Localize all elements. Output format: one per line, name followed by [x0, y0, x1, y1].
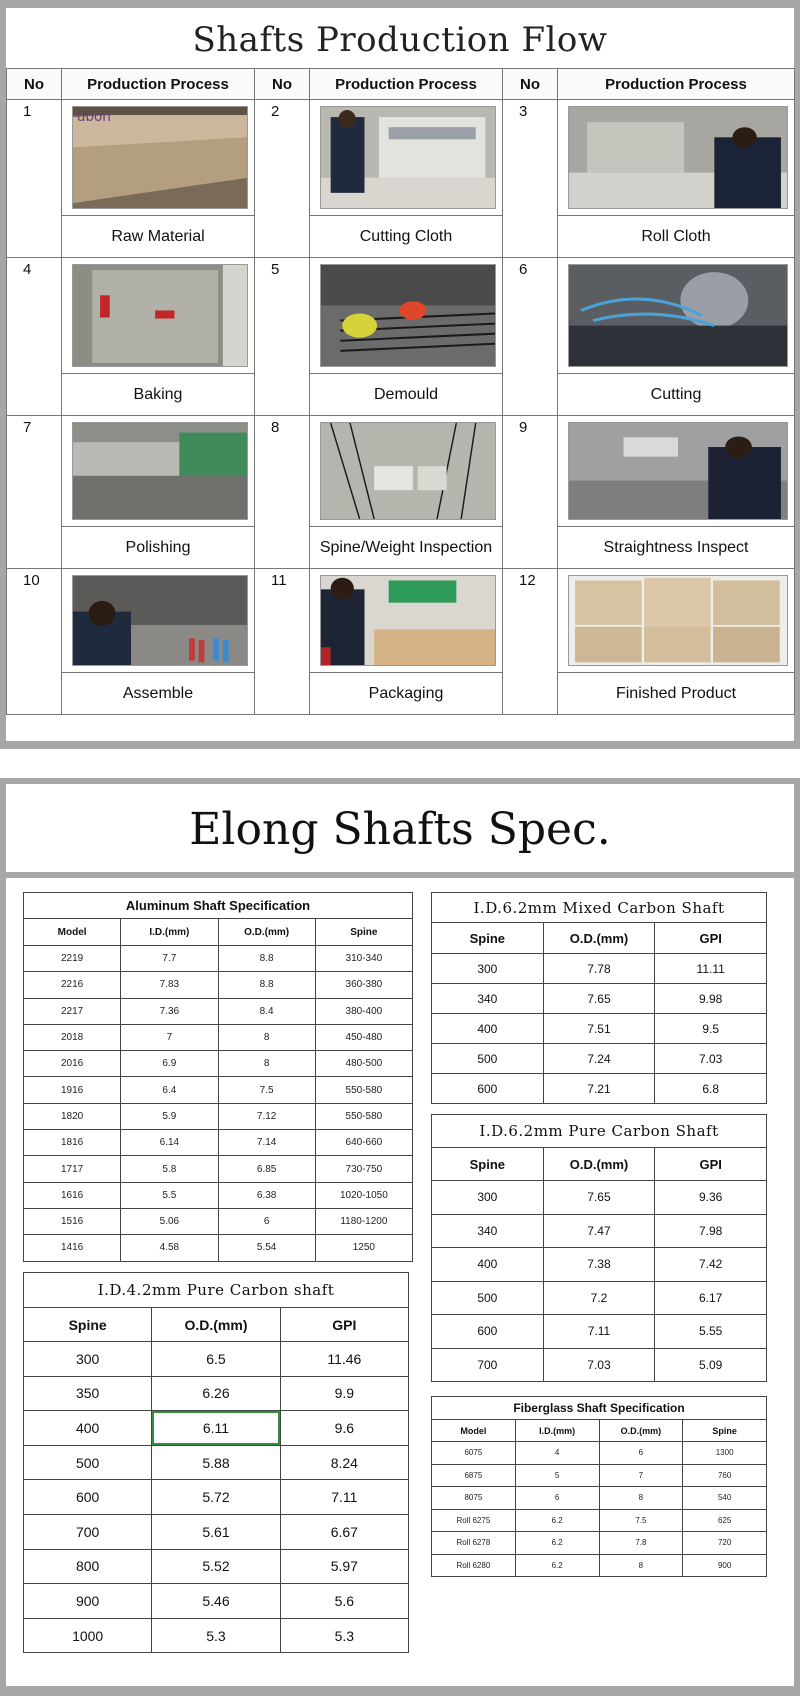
table-cell: 5.54	[218, 1235, 315, 1261]
flow-header-row	[7, 69, 795, 100]
table-cell: 5.52	[152, 1549, 280, 1584]
table-cell: 550-580	[315, 1103, 412, 1129]
table-row	[432, 1248, 767, 1282]
table-cell: 7.12	[218, 1103, 315, 1129]
demould-photo	[320, 264, 496, 367]
table-cell: 1616	[24, 1182, 121, 1208]
flow-row	[7, 569, 795, 673]
table-row	[432, 1214, 767, 1248]
table-cell: 4.58	[121, 1235, 218, 1261]
table-row	[432, 1281, 767, 1315]
table-cell: 6.8	[655, 1074, 767, 1104]
table-cell: 7.98	[655, 1214, 767, 1248]
table-cell: 7.8	[599, 1532, 683, 1555]
table-row	[432, 984, 767, 1014]
column-header: GPI	[280, 1308, 408, 1342]
table-cell: 1916	[24, 1077, 121, 1103]
flow-label-row	[7, 374, 795, 416]
table-cell: 7.38	[543, 1248, 655, 1282]
baking-photo	[72, 264, 248, 367]
table-row	[432, 1044, 767, 1074]
table-cell: 550-580	[315, 1077, 412, 1103]
column-header: I.D.(mm)	[515, 1420, 599, 1442]
table-cell: 5.97	[280, 1549, 408, 1584]
table-cell: 9.9	[280, 1376, 408, 1411]
table-cell: 900	[683, 1554, 767, 1577]
column-header: Spine	[432, 923, 544, 954]
production-flow-section	[0, 0, 800, 749]
table-cell: 700	[24, 1514, 152, 1549]
table-cell: 340	[432, 984, 544, 1014]
table-cell: 700	[432, 1348, 544, 1382]
table-cell: 310-340	[315, 946, 412, 972]
table-cell: 8	[218, 1024, 315, 1050]
table-cell: 5	[515, 1464, 599, 1487]
column-header: O.D.(mm)	[543, 923, 655, 954]
table-cell: 7.78	[543, 954, 655, 984]
table-cell: 5.72	[152, 1480, 280, 1515]
box-logo-text: ubon	[76, 108, 111, 126]
shafts-spec-section	[0, 778, 800, 1696]
step-label: Straightness Inspect	[558, 527, 795, 569]
step-label: Polishing	[62, 527, 255, 569]
table-cell: 2018	[24, 1024, 121, 1050]
step-photo-cell	[558, 569, 795, 673]
table-cell: 7.7	[121, 946, 218, 972]
table-cell: 2016	[24, 1051, 121, 1077]
step-number: 8	[255, 416, 310, 569]
column-header: O.D.(mm)	[599, 1420, 683, 1442]
table-cell: 5.3	[152, 1618, 280, 1653]
cutting-cloth-photo	[320, 106, 496, 209]
table-cell: 380-400	[315, 998, 412, 1024]
table-cell: 1516	[24, 1208, 121, 1234]
step-photo-cell	[62, 100, 255, 216]
step-label: Baking	[62, 374, 255, 416]
table-cell: 7.11	[543, 1315, 655, 1349]
production-flow-title: Shafts Production Flow	[192, 20, 608, 60]
table-row	[432, 1509, 767, 1532]
table-cell: 8.24	[280, 1445, 408, 1480]
column-header: GPI	[655, 923, 767, 954]
table-cell: 6.85	[218, 1156, 315, 1182]
table-cell: 5.8	[121, 1156, 218, 1182]
table-row	[24, 1235, 413, 1261]
flow-label-row	[7, 673, 795, 715]
table-cell: 600	[24, 1480, 152, 1515]
step-number: 7	[7, 416, 62, 569]
table-cell: 7.03	[655, 1044, 767, 1074]
table-cell: 1020-1050	[315, 1182, 412, 1208]
table-row	[432, 1014, 767, 1044]
finished-product-photo	[568, 575, 788, 666]
flow-header-no: No	[7, 69, 62, 100]
table-cell: 7.47	[543, 1214, 655, 1248]
aluminum-spec-table	[23, 892, 413, 1262]
table-row	[24, 1342, 409, 1377]
step-number: 12	[503, 569, 558, 715]
flow-header-no: No	[255, 69, 310, 100]
production-flow-table	[6, 68, 795, 715]
fiberglass-spec-table	[431, 1396, 767, 1577]
table-cell: 600	[432, 1074, 544, 1104]
table-cell: 6.2	[515, 1509, 599, 1532]
column-header: Spine	[315, 919, 412, 946]
table-cell: 7.65	[543, 1181, 655, 1215]
step-photo-cell	[310, 416, 503, 527]
table-cell: 8.8	[218, 946, 315, 972]
table-cell: 1180-1200	[315, 1208, 412, 1234]
table-cell: 6.14	[121, 1130, 218, 1156]
table-row	[432, 1487, 767, 1510]
step-photo-cell	[62, 569, 255, 673]
table-cell: Roll 6280	[432, 1554, 516, 1577]
spec-title: Elong Shafts Spec.	[189, 804, 611, 855]
flow-row	[7, 258, 795, 374]
table-cell: 6875	[432, 1464, 516, 1487]
table-cell: 400	[24, 1411, 152, 1446]
table-cell: 2216	[24, 972, 121, 998]
step-photo-cell	[558, 100, 795, 216]
raw-material-photo	[72, 106, 248, 209]
table-row	[24, 946, 413, 972]
table-row	[432, 1315, 767, 1349]
table-cell: 360-380	[315, 972, 412, 998]
table-cell: 6.17	[655, 1281, 767, 1315]
column-header: Model	[24, 919, 121, 946]
table-cell: 5.9	[121, 1103, 218, 1129]
table-row	[432, 1532, 767, 1555]
table-cell: 6	[599, 1442, 683, 1465]
table-cell: 7.21	[543, 1074, 655, 1104]
table-cell: 600	[432, 1315, 544, 1349]
table-cell: 640-660	[315, 1130, 412, 1156]
table-cell: 7.51	[543, 1014, 655, 1044]
step-photo-cell	[558, 416, 795, 527]
table-cell: 300	[24, 1342, 152, 1377]
straightness-photo	[568, 422, 788, 520]
table-cell: 7.03	[543, 1348, 655, 1382]
table-header-row	[24, 919, 413, 946]
table-row	[432, 1554, 767, 1577]
table-cell: 2217	[24, 998, 121, 1024]
table-cell: 7.5	[218, 1077, 315, 1103]
table-row	[432, 1348, 767, 1382]
flow-header-process: Production Process	[558, 69, 795, 100]
column-header: Spine	[432, 1148, 544, 1181]
fiberglass-spec-title: Fiberglass Shaft Specification	[431, 1396, 767, 1419]
table-cell: 9.6	[280, 1411, 408, 1446]
table-row	[24, 1376, 409, 1411]
table-cell: 8.4	[218, 998, 315, 1024]
column-header: I.D.(mm)	[121, 919, 218, 946]
table-cell: 450-480	[315, 1024, 412, 1050]
table-header-row	[432, 1148, 767, 1181]
table-row	[24, 1480, 409, 1515]
step-number: 11	[255, 569, 310, 715]
step-label: Raw Material	[62, 216, 255, 258]
table-cell: 1300	[683, 1442, 767, 1465]
table-row	[24, 1103, 413, 1129]
table-cell: 8075	[432, 1487, 516, 1510]
table-cell: 11.11	[655, 954, 767, 984]
step-photo-cell	[62, 258, 255, 374]
table-cell: 720	[683, 1532, 767, 1555]
step-number: 5	[255, 258, 310, 416]
table-cell: 5.88	[152, 1445, 280, 1480]
table-cell: 5.55	[655, 1315, 767, 1349]
table-cell: 900	[24, 1584, 152, 1619]
table-cell: 9.5	[655, 1014, 767, 1044]
spine-weight-photo	[320, 422, 496, 520]
table-cell: 500	[432, 1044, 544, 1074]
table-row	[432, 1442, 767, 1465]
step-number: 9	[503, 416, 558, 569]
table-cell: 7.5	[599, 1509, 683, 1532]
step-label: Roll Cloth	[558, 216, 795, 258]
table-row	[24, 1156, 413, 1182]
table-row	[24, 1024, 413, 1050]
table-cell: 5.5	[121, 1182, 218, 1208]
table-cell: 7.36	[121, 998, 218, 1024]
step-label: Spine/Weight Inspection	[310, 527, 503, 569]
table-cell: 6.2	[515, 1554, 599, 1577]
table-cell: 300	[432, 954, 544, 984]
table-cell: 7.24	[543, 1044, 655, 1074]
pure-carbon-4-2-title: I.D.4.2mm Pure Carbon shaft	[23, 1272, 409, 1307]
table-row	[24, 1618, 409, 1653]
table-cell: 480-500	[315, 1051, 412, 1077]
step-photo-cell	[310, 569, 503, 673]
table-row	[24, 972, 413, 998]
table-cell: 7.42	[655, 1248, 767, 1282]
table-row	[24, 1208, 413, 1234]
packaging-photo	[320, 575, 496, 666]
roll-cloth-photo	[568, 106, 788, 209]
step-number: 2	[255, 100, 310, 258]
table-cell: 9.36	[655, 1181, 767, 1215]
pure-carbon-6-2-title: I.D.6.2mm Pure Carbon Shaft	[431, 1114, 767, 1147]
table-cell: 300	[432, 1181, 544, 1215]
table-cell: 800	[24, 1549, 152, 1584]
table-row	[24, 1549, 409, 1584]
spec-header-panel	[6, 784, 794, 872]
table-cell: 6.26	[152, 1376, 280, 1411]
table-cell: 5.3	[280, 1618, 408, 1653]
flow-row	[7, 100, 795, 216]
table-row	[24, 1411, 409, 1446]
table-cell: 350	[24, 1376, 152, 1411]
table-row	[432, 1181, 767, 1215]
table-cell: 7.11	[280, 1480, 408, 1515]
table-cell: 5.46	[152, 1584, 280, 1619]
step-label: Finished Product	[558, 673, 795, 715]
step-number: 3	[503, 100, 558, 258]
table-row	[24, 1514, 409, 1549]
table-cell: 500	[24, 1445, 152, 1480]
step-label: Packaging	[310, 673, 503, 715]
table-cell: 2219	[24, 946, 121, 972]
table-header-row	[24, 1308, 409, 1342]
table-row	[24, 1130, 413, 1156]
table-cell: 400	[432, 1248, 544, 1282]
table-cell: 730-750	[315, 1156, 412, 1182]
table-cell: 1717	[24, 1156, 121, 1182]
flow-header-no: No	[503, 69, 558, 100]
mixed-carbon-6-2-title: I.D.6.2mm Mixed Carbon Shaft	[431, 892, 767, 922]
table-cell: 8	[599, 1487, 683, 1510]
table-cell: 7.83	[121, 972, 218, 998]
table-cell: 7	[599, 1464, 683, 1487]
table-cell: 6.9	[121, 1051, 218, 1077]
table-cell: 7	[121, 1024, 218, 1050]
table-cell: 760	[683, 1464, 767, 1487]
step-photo-cell	[310, 100, 503, 216]
aluminum-spec-title: Aluminum Shaft Specification	[23, 892, 413, 918]
pure-carbon-4-2-table	[23, 1272, 409, 1653]
table-cell: 6	[218, 1208, 315, 1234]
pure-carbon-6-2-table	[431, 1114, 767, 1382]
column-header: Model	[432, 1420, 516, 1442]
step-photo-cell	[310, 258, 503, 374]
table-cell: 7.65	[543, 984, 655, 1014]
table-header-row	[432, 1420, 767, 1442]
table-cell: 6.2	[515, 1532, 599, 1555]
column-header: Spine	[24, 1308, 152, 1342]
table-row	[24, 1445, 409, 1480]
table-cell: 6.38	[218, 1182, 315, 1208]
assemble-photo	[72, 575, 248, 666]
table-cell: 6.67	[280, 1514, 408, 1549]
table-cell: 1820	[24, 1103, 121, 1129]
flow-header-process: Production Process	[310, 69, 503, 100]
production-flow-panel	[6, 8, 794, 741]
table-cell: 1816	[24, 1130, 121, 1156]
column-header: O.D.(mm)	[218, 919, 315, 946]
step-photo-cell	[558, 258, 795, 374]
table-cell: 540	[683, 1487, 767, 1510]
table-cell: 6.5	[152, 1342, 280, 1377]
table-cell: 1000	[24, 1618, 152, 1653]
table-cell: 6075	[432, 1442, 516, 1465]
table-cell: 5.09	[655, 1348, 767, 1382]
step-label: Assemble	[62, 673, 255, 715]
flow-label-row	[7, 216, 795, 258]
flow-label-row	[7, 527, 795, 569]
table-cell: 5.6	[280, 1584, 408, 1619]
mixed-carbon-6-2-table	[431, 892, 767, 1104]
step-photo-cell	[62, 416, 255, 527]
table-cell: 6.4	[121, 1077, 218, 1103]
table-cell: Roll 6278	[432, 1532, 516, 1555]
table-row	[24, 1182, 413, 1208]
table-cell: 4	[515, 1442, 599, 1465]
column-header: Spine	[683, 1420, 767, 1442]
step-number: 6	[503, 258, 558, 416]
table-row	[24, 1051, 413, 1077]
step-label: Demould	[310, 374, 503, 416]
table-row	[24, 1584, 409, 1619]
table-cell: 1416	[24, 1235, 121, 1261]
table-row	[432, 1074, 767, 1104]
table-cell: 8.8	[218, 972, 315, 998]
table-cell: Roll 6275	[432, 1509, 516, 1532]
step-number: 10	[7, 569, 62, 715]
table-row	[432, 1464, 767, 1487]
polishing-photo	[72, 422, 248, 520]
table-cell: 5.06	[121, 1208, 218, 1234]
table-cell: 9.98	[655, 984, 767, 1014]
table-row	[24, 1077, 413, 1103]
table-cell: 500	[432, 1281, 544, 1315]
flow-header-process: Production Process	[62, 69, 255, 100]
step-label: Cutting	[558, 374, 795, 416]
table-cell: 1250	[315, 1235, 412, 1261]
cutting-photo	[568, 264, 788, 367]
table-cell: 340	[432, 1214, 544, 1248]
flow-row	[7, 416, 795, 527]
selected-table-cell[interactable]: 6.11	[152, 1411, 280, 1446]
column-header: O.D.(mm)	[543, 1148, 655, 1181]
step-number: 4	[7, 258, 62, 416]
table-cell: 5.61	[152, 1514, 280, 1549]
table-cell: 6	[515, 1487, 599, 1510]
table-cell: 625	[683, 1509, 767, 1532]
table-header-row	[432, 923, 767, 954]
table-cell: 7.14	[218, 1130, 315, 1156]
column-header: O.D.(mm)	[152, 1308, 280, 1342]
table-cell: 7.2	[543, 1281, 655, 1315]
table-row	[432, 954, 767, 984]
table-cell: 8	[599, 1554, 683, 1577]
table-row	[24, 998, 413, 1024]
column-header: GPI	[655, 1148, 767, 1181]
table-cell: 8	[218, 1051, 315, 1077]
table-cell: 11.46	[280, 1342, 408, 1377]
table-cell: 400	[432, 1014, 544, 1044]
step-number: 1	[7, 100, 62, 258]
step-label: Cutting Cloth	[310, 216, 503, 258]
